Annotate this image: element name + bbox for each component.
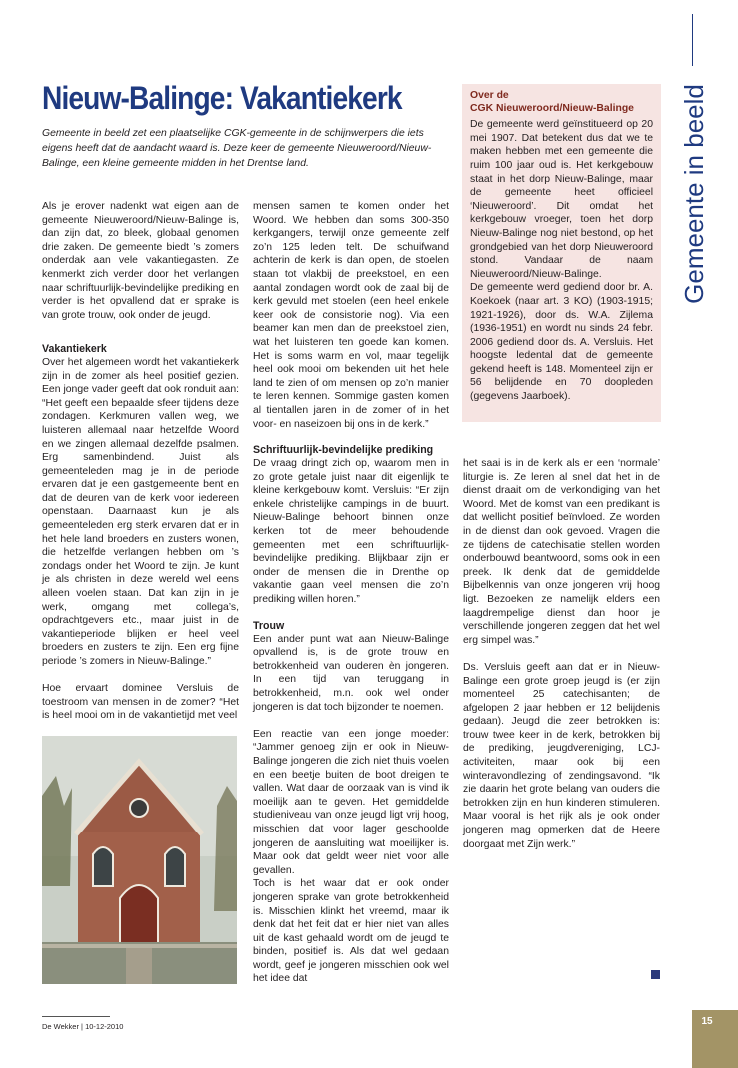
church-door	[120, 885, 158, 948]
sidebar-paragraph-2: De gemeente werd gediend door br. A. Koekoek (naar art. 3 KO) (1903-1915; 1921-1926), door ds. W.A. Zijlema (1936-1951) en wordt nu sinds 24 febr. 2006 gediend door ds. A. Versluis. Het hoogste ledental dat de gemeente gekend heeft is 148. Momenteel zijn er 56 belijdende en 70 doopleden (gegevens Jaarboek).	[470, 282, 653, 403]
paragraph: mensen samen te komen onder het Woord. We hebben dan soms 300-350 kerkgangers, terwijl onze gemeente zelf zo’n 125 leden telt. De schuifwand achterin de kerk is dan open, de stoelen staan tot vlakbij de preekstoel, en een aantal zondagen wordt ook de zaal bij de kerk gevuld met stoelen (een heel enkele keer ook de consistorie nog). Via een beamer kan men dan de preekstoel zien, wat het luisteren ten goede kan komen. Het is soms warm en vol, maar tegelijk heel ook mooi om bekenden uit het hele land te zien of om mensen op zo’n manier te leren kennen. Sommige gasten komen al tientallen jaren in de zomer of in het voor- en naseizoen bij ons in de kerk.”	[253, 201, 449, 430]
section-heading-prediking: Schriftuurlijk-bevindelijke prediking	[253, 444, 434, 457]
sidebar-title	[470, 90, 653, 115]
article-intro: Gemeente in beeld zet een plaatselijke CGK-gemeente in de schijnwerpers die iets eigens heeft dat de aandacht waard is. Deze keer de gemeente Nieuweroord/Nieuw-Balinge, een kleine gemeente midden in het Drentse land.	[42, 128, 432, 170]
text-column-3	[463, 457, 660, 851]
info-sidebar	[462, 84, 661, 422]
paragraph: Over het algemeen wordt het vakantiekerk zijn in de zomer als heel positief gezien. Een jonge vader geeft dat ook ronduit aan: “Het geeft een bepaalde sfeer tijdens deze zondagen. Kerkmuren vallen weg, we luisteren allemaal naar hetzelfde Woord en we zingen allemaal dezelfde psalmen. Erg samenbindend. Juist als gemeenteleden mag je in de periode ervaren dat je een gastgemeente bent en dat de deuren van de kerk voor iedereen openstaan. Daarnaast kun je als gemeenteleden erg sterk ervaren dat er in het hele land broeders en zusters wonen, die hetzelfde verlangen hebben om ’s zondags onder het Woord te zijn. Je kunt je als christen in deze wereld wel eens alleen voelen staan. Dat kan zijn in je werk, omgang met collega’s, opdrachtgevers etc., maar juist in de vakantieperiode blijken er heel veel broeders en zusters te zijn. Een erg fijne periode ’s zomers in Nieuw-Balinge.”	[42, 356, 239, 667]
paragraph: het saai is in de kerk als er een ‘normale’ liturgie is. Ze leren al snel dat het in de dienst draait om de verkondiging van het Woord. Met de komst van een predikant is dat wellicht positief beïnvloed. Ze worden in de dienst dan ook gevoed. Vragen die ze tijdens de catechisatie stellen worden onderbouwd beantwoord, soms ook in een preek. Ik denk dat de gemiddelde Bijbelkennis van onze jongeren vrij hoog ligt. Bezoeken ze namelijk elders een laagdrempelige dienst dan hoor je verschillende jongeren zeggen dat het wel erg simpel was.”	[463, 458, 660, 646]
article-title: Nieuw-Balinge: Vakantiekerk	[42, 80, 402, 116]
sidebar-body	[470, 118, 653, 403]
text-column-2	[253, 200, 449, 986]
end-of-article-square	[651, 970, 660, 979]
sidebar-title-line1: Over de	[470, 90, 509, 101]
footer-publication: De Wekker | 10-12-2010	[42, 1022, 124, 1031]
paragraph: De vraag dringt zich op, waarom men in zo grote getale juist naar dit eigenlijk te kleine kerkgebouw komt. Versluis: “Er zijn enkele christelijke campings in de buurt. Nieuw-Balinge behoort binnen onze kerken tot de meer behoudende gemeenten met een schriftuurlijk-bevindelijke prediking. Blijkbaar zijn er onder de mensen die in Drenthe op vakantie gaan veel mensen die zo’n prediking willen horen.”	[253, 458, 449, 606]
sidebar-paragraph-1: De gemeente werd geïnstitueerd op 20 mei 1907. Dat betekent dus dat we te maken hebben met een gemeente die ruim 100 jaar oud is. Het kerkgebouw staat in het dorp Nieuw-Balinge, maar de gemeente heet officieel ‘Nieuweroord’. Dit omdat het kerkgebouw vroeger, toen het dorp Nieuw-Balinge nog niet bestond, op het grondgebied van het dorp Nieuweroord stond. Vandaar de naam Nieuweroord/Nieuw-Balinge.	[470, 119, 653, 280]
paragraph: Ds. Versluis geeft aan dat er in Nieuw-Balinge een grote groep jeugd is (er zijn momenteel 25 catechisanten; de afgelopen 2 jaar hebben er 12 belijdenis gedaan). Jeugd die zeer betrokken is: trouw twee keer in de kerk, betrokken bij de prediking, jeugdvereniging, LCJ-activiteiten, maar ook bij een winteravondlezing of zendingsavond. “Ik zie daarin het grote belang van ouders die betrokken zijn en hun kinderen stimuleren. Maar vooral is het rijk als je ook onder jongeren mag opmerken dat de Heere doorgaat met Zijn werk.”	[463, 661, 660, 850]
section-tab-label: Gemeente in beeld	[679, 84, 709, 304]
sidebar-title-line2: CGK Nieuweroord/Nieuw-Balinge	[470, 102, 634, 114]
paragraph: Toch is het waar dat er ook onder jongeren sprake van grote betrokkenheid is. Misschien klinkt het vreemd, maar ik denk dat het feit dat er hier niet van alles uit de kast gehaald wordt om de jeugd te binden, positief is. Als dat wel gedaan wordt, geef je jongeren misschien ook wel het idee dat	[253, 878, 449, 985]
church-photo	[42, 736, 237, 984]
page-number-box	[692, 1010, 738, 1068]
text-column-1	[42, 200, 239, 723]
section-heading-vakantiekerk: Vakantiekerk	[42, 342, 107, 355]
paragraph: Als je erover nadenkt wat eigen aan de gemeente Nieuweroord/Nieuw-Balinge is, dan zijn dat, zo bleek, globaal genomen drie zaken. De gemeente biedt ’s zomers onderdak aan vele vakantiegasten. Ze kenmerkt zich verder door het verlangen naar schriftuurlijk-bevindelijke prediking en verder is het opvallend dat er sprake is van grote trouw, ook onder de jeugd.	[42, 201, 239, 321]
paragraph: Een reactie van een jonge moeder: “Jammer genoeg zijn er ook in Nieuw-Balinge jongeren die zich niet thuis voelen en een beetje buiten de boot dreigen te vallen. Wat daar de oorzaak van is vind ik moeilijk aan te geven. Het gemiddelde studieniveau van onze jeugd ligt vrij hoog, misschien dat voor lager geschoolde jongeren de aansluiting wat moeilijker is. Maar ook dat geldt weer niet voor alle gevallen.	[253, 728, 449, 876]
footer-rule	[42, 1016, 110, 1017]
paragraph: Hoe ervaart dominee Versluis de toestroom van mensen in de zomer? “Het is heel mooi om in de vakantietijd met veel	[42, 683, 239, 722]
section-heading-trouw: Trouw	[253, 619, 285, 632]
paragraph: Een ander punt wat aan Nieuw-Balinge opvallend is, is de grote trouw en betrokkenheid van ouderen èn jongeren. In een tijd van teruggang in betrokkenheid, m.n. ook wel onder jongeren is dat toch bijzonder te noemen.	[253, 633, 449, 713]
page-number: 15	[701, 1016, 713, 1027]
section-tab	[672, 14, 720, 334]
